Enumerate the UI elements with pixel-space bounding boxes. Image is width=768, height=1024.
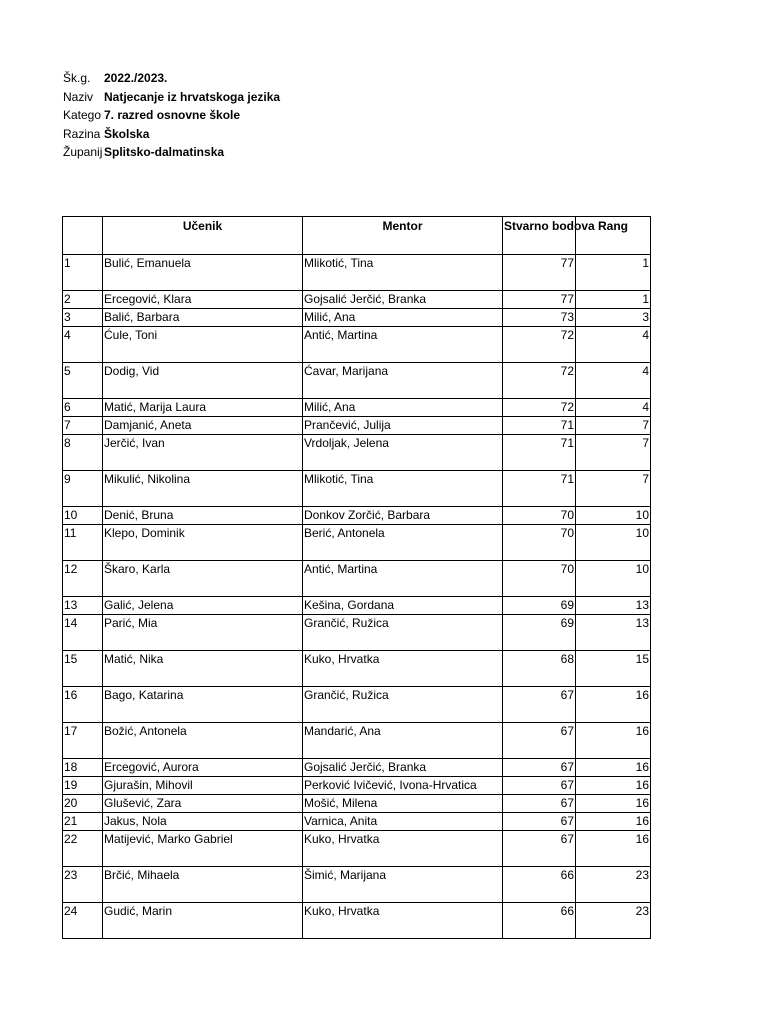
rank-value: 3 xyxy=(576,309,651,327)
meta-label: Naziv xyxy=(63,89,94,104)
row-number: 4 xyxy=(63,327,103,363)
mentor-name: Grančić, Ružica xyxy=(303,615,503,651)
points-value: 72 xyxy=(503,363,576,399)
mentor-name: Milić, Ana xyxy=(303,309,503,327)
row-number: 23 xyxy=(63,867,103,903)
meta-label: Šk.g. xyxy=(63,71,91,85)
points-value: 67 xyxy=(503,795,576,813)
student-name: Damjanić, Aneta xyxy=(103,417,303,435)
table-row xyxy=(63,525,651,561)
rank-value: 16 xyxy=(576,813,651,831)
row-number: 7 xyxy=(63,417,103,435)
header-number xyxy=(63,217,103,255)
rank-value: 1 xyxy=(576,255,651,291)
rank-value: 10 xyxy=(576,507,651,525)
student-name: Gjurašin, Mihovil xyxy=(103,777,303,795)
points-value: 67 xyxy=(503,759,576,777)
row-number: 5 xyxy=(63,363,103,399)
student-name: Škaro, Karla xyxy=(103,561,303,597)
row-number: 16 xyxy=(63,687,103,723)
rank-value: 10 xyxy=(576,525,651,561)
points-value: 72 xyxy=(503,327,576,363)
table-row xyxy=(63,867,651,903)
table-row xyxy=(63,291,651,309)
meta-label: Razina xyxy=(63,126,101,141)
row-number: 12 xyxy=(63,561,103,597)
points-value: 66 xyxy=(503,867,576,903)
row-number: 1 xyxy=(63,255,103,291)
table-row xyxy=(63,417,651,435)
student-name: Brčić, Mihaela xyxy=(103,867,303,903)
mentor-name: Milić, Ana xyxy=(303,399,503,417)
mentor-name: Kuko, Hrvatka xyxy=(303,651,503,687)
mentor-name: Ćavar, Marijana xyxy=(303,363,503,399)
table-row xyxy=(63,903,651,939)
table-row xyxy=(63,471,651,507)
rank-value: 7 xyxy=(576,435,651,471)
points-value: 67 xyxy=(503,723,576,759)
rank-value: 4 xyxy=(576,399,651,417)
student-name: Galić, Jelena xyxy=(103,597,303,615)
table-row xyxy=(63,831,651,867)
student-name: Ercegović, Aurora xyxy=(103,759,303,777)
student-name: Ćule, Toni xyxy=(103,327,303,363)
points-value: 70 xyxy=(503,561,576,597)
student-name: Matić, Nika xyxy=(103,651,303,687)
points-value: 67 xyxy=(503,831,576,867)
mentor-name: Gojsalić Jerčić, Branka xyxy=(303,759,503,777)
meta-label: Katego xyxy=(63,108,102,122)
points-value: 77 xyxy=(503,291,576,309)
mentor-name: Kuko, Hrvatka xyxy=(303,831,503,867)
table-row xyxy=(63,507,651,525)
rank-value: 23 xyxy=(576,903,651,939)
rank-value: 15 xyxy=(576,651,651,687)
points-value: 66 xyxy=(503,903,576,939)
student-name: Jerčić, Ivan xyxy=(103,435,303,471)
mentor-name: Vrdoljak, Jelena xyxy=(303,435,503,471)
rank-value: 10 xyxy=(576,561,651,597)
mentor-name: Varnica, Anita xyxy=(303,813,503,831)
mentor-name: Mlikotić, Tina xyxy=(303,255,503,291)
points-value: 71 xyxy=(503,417,576,435)
rank-value: 1 xyxy=(576,291,651,309)
table-row xyxy=(63,723,651,759)
points-value: 67 xyxy=(503,777,576,795)
rank-value: 16 xyxy=(576,759,651,777)
mentor-name: Gojsalić Jerčić, Branka xyxy=(303,291,503,309)
points-value: 70 xyxy=(503,507,576,525)
meta-value: Natjecanje iz hrvatskoga jezika xyxy=(104,89,281,104)
mentor-name: Berić, Antonela xyxy=(303,525,503,561)
rank-value: 16 xyxy=(576,777,651,795)
table-row xyxy=(63,777,651,795)
row-number: 6 xyxy=(63,399,103,417)
table-row xyxy=(63,615,651,651)
meta-value: Školska xyxy=(104,126,150,141)
mentor-name: Antić, Martina xyxy=(303,561,503,597)
header-points: Stvarno bodova xyxy=(503,217,576,255)
student-name: Glušević, Zara xyxy=(103,795,303,813)
rank-value: 7 xyxy=(576,417,651,435)
table-row xyxy=(63,795,651,813)
table-row xyxy=(63,813,651,831)
points-value: 69 xyxy=(503,597,576,615)
student-name: Balić, Barbara xyxy=(103,309,303,327)
mentor-name: Mandarić, Ana xyxy=(303,723,503,759)
meta-label: Županij xyxy=(63,145,103,159)
table-row xyxy=(63,759,651,777)
row-number: 10 xyxy=(63,507,103,525)
points-value: 67 xyxy=(503,687,576,723)
table-row xyxy=(63,255,651,291)
mentor-name: Prančević, Julija xyxy=(303,417,503,435)
row-number: 14 xyxy=(63,615,103,651)
results-table xyxy=(62,216,651,939)
row-number: 19 xyxy=(63,777,103,795)
points-value: 68 xyxy=(503,651,576,687)
table-row xyxy=(63,687,651,723)
rank-value: 16 xyxy=(576,795,651,813)
points-value: 70 xyxy=(503,525,576,561)
student-name: Jakus, Nola xyxy=(103,813,303,831)
row-number: 20 xyxy=(63,795,103,813)
rank-value: 4 xyxy=(576,327,651,363)
points-value: 71 xyxy=(503,471,576,507)
table-row xyxy=(63,597,651,615)
meta-value: Splitsko-dalmatinska xyxy=(104,145,225,159)
row-number: 8 xyxy=(63,435,103,471)
row-number: 3 xyxy=(63,309,103,327)
rank-value: 13 xyxy=(576,597,651,615)
mentor-name: Mošić, Milena xyxy=(303,795,503,813)
rank-value: 4 xyxy=(576,363,651,399)
mentor-name: Šimić, Marijana xyxy=(303,867,503,903)
table-header-row xyxy=(63,217,651,255)
points-value: 69 xyxy=(503,615,576,651)
points-value: 71 xyxy=(503,435,576,471)
table-row xyxy=(63,327,651,363)
table-row xyxy=(63,561,651,597)
row-number: 2 xyxy=(63,291,103,309)
student-name: Denić, Bruna xyxy=(103,507,303,525)
rank-value: 13 xyxy=(576,615,651,651)
mentor-name: Kuko, Hrvatka xyxy=(303,903,503,939)
points-value: 77 xyxy=(503,255,576,291)
mentor-name: Perković Ivičević, Ivona-Hrvatica xyxy=(303,777,503,795)
student-name: Parić, Mia xyxy=(103,615,303,651)
student-name: Dodig, Vid xyxy=(103,363,303,399)
header-mentor: Mentor xyxy=(303,217,503,255)
row-number: 11 xyxy=(63,525,103,561)
rank-value: 16 xyxy=(576,687,651,723)
row-number: 18 xyxy=(63,759,103,777)
row-number: 24 xyxy=(63,903,103,939)
student-name: Mikulić, Nikolina xyxy=(103,471,303,507)
header-student: Učenik xyxy=(103,217,303,255)
meta-value: 2022./2023. xyxy=(104,71,168,85)
points-value: 73 xyxy=(503,309,576,327)
row-number: 13 xyxy=(63,597,103,615)
points-value: 67 xyxy=(503,813,576,831)
header-rank: Rang xyxy=(576,217,651,255)
rank-value: 23 xyxy=(576,867,651,903)
student-name: Bulić, Emanuela xyxy=(103,255,303,291)
row-number: 15 xyxy=(63,651,103,687)
row-number: 17 xyxy=(63,723,103,759)
rank-value: 7 xyxy=(576,471,651,507)
mentor-name: Donkov Zorčić, Barbara xyxy=(303,507,503,525)
student-name: Matijević, Marko Gabriel xyxy=(103,831,303,867)
student-name: Matić, Marija Laura xyxy=(103,399,303,417)
meta-value: 7. razred osnovne škole xyxy=(104,108,241,122)
student-name: Klepo, Dominik xyxy=(103,525,303,561)
mentor-name: Antić, Martina xyxy=(303,327,503,363)
table-row xyxy=(63,651,651,687)
table-row xyxy=(63,363,651,399)
mentor-name: Kešina, Gordana xyxy=(303,597,503,615)
row-number: 21 xyxy=(63,813,103,831)
rank-value: 16 xyxy=(576,831,651,867)
student-name: Božić, Antonela xyxy=(103,723,303,759)
student-name: Ercegović, Klara xyxy=(103,291,303,309)
row-number: 22 xyxy=(63,831,103,867)
row-number: 9 xyxy=(63,471,103,507)
rank-value: 16 xyxy=(576,723,651,759)
student-name: Bago, Katarina xyxy=(103,687,303,723)
table-row xyxy=(63,399,651,417)
points-value: 72 xyxy=(503,399,576,417)
table-body xyxy=(63,255,651,939)
mentor-name: Mlikotić, Tina xyxy=(303,471,503,507)
student-name: Gudić, Marin xyxy=(103,903,303,939)
mentor-name: Grančić, Ružica xyxy=(303,687,503,723)
table-row xyxy=(63,309,651,327)
table-row xyxy=(63,435,651,471)
